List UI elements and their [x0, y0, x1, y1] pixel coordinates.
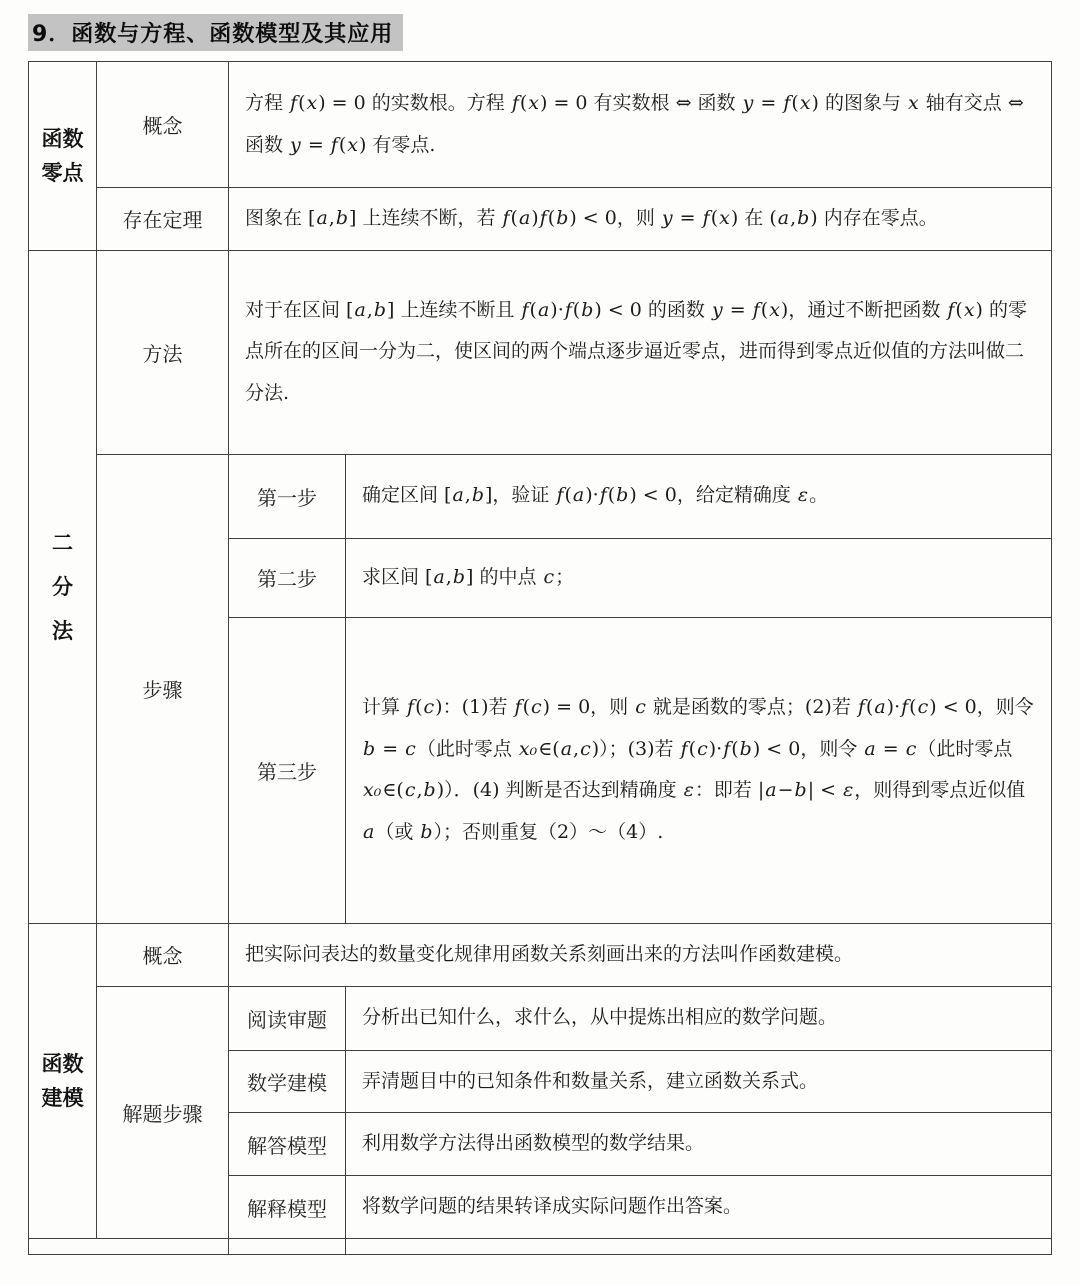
section-label-text: 函数零点 — [41, 126, 84, 185]
cell-solve-model-text: 利用数学方法得出函数模型的数学结果。 — [346, 1113, 1052, 1176]
row-label-modeling-concept: 概念 — [97, 923, 229, 986]
row-zeros-concept — [29, 62, 1052, 188]
row-modeling-read — [29, 986, 1052, 1050]
row-label-zeros-concept: 概念 — [97, 62, 229, 188]
cutoff-cell — [29, 1238, 229, 1254]
summary-table — [28, 61, 1052, 1255]
cutoff-cell — [229, 1238, 346, 1254]
row-label-steps: 步骤 — [97, 454, 229, 923]
cell-step2-text: 求区间 [a,b] 的中点 c； — [346, 538, 1052, 617]
row-label-solve-model: 解答模型 — [229, 1113, 346, 1176]
cell-zeros-theorem-text: 图象在 [a,b] 上连续不断，若 f(a)f(b) < 0，则 y = f(x) 在 (a,b) 内存在零点。 — [229, 188, 1052, 251]
row-label-method: 方法 — [97, 250, 229, 454]
cutoff-cell — [346, 1238, 1052, 1254]
cell-step3-text: 计算 f(c)：(1)若 f(c) = 0，则 c 就是函数的零点；(2)若 f(a)·f(c) < 0，则令 b = c（此时零点 x₀∈(a,c)）；(3)若 f(c)·f(b) < 0，则令 a = c（此时零点 x₀∈(c,b)）．(4) 判断是否达到精确度 ε：即若 |a−b| < ε，则得到零点近似值 a（或 b）；否则重复（2）～（4）. — [346, 617, 1052, 923]
row-label-math-modeling: 数学建模 — [229, 1050, 346, 1113]
row-label-existence-theorem: 存在定理 — [97, 188, 229, 251]
cell-step1-text: 确定区间 [a,b]，验证 f(a)·f(b) < 0，给定精确度 ε。 — [346, 454, 1052, 538]
row-label-step2: 第二步 — [229, 538, 346, 617]
cell-interpret-model-text: 将数学问题的结果转译成实际问题作出答案。 — [346, 1176, 1052, 1239]
section-label-function-modeling — [29, 923, 97, 1238]
section-label-bisection — [29, 250, 97, 923]
section-label-function-zeros — [29, 62, 97, 251]
cell-bisection-method-text: 对于在区间 [a,b] 上连续不断且 f(a)·f(b) < 0 的函数 y = f(x)，通过不断把函数 f(x) 的零点所在的区间一分为二，使区间的两个端点逐步逼近零点，进而得到零点近似值的方法叫做二分法. — [229, 250, 1052, 454]
row-bisection-step1 — [29, 454, 1052, 538]
cutoff-row — [29, 1238, 1052, 1254]
row-label-step1: 第一步 — [229, 454, 346, 538]
section-label-text: 函数建模 — [41, 1051, 84, 1110]
cell-read-question-text: 分析出已知什么，求什么，从中提炼出相应的数学问题。 — [346, 986, 1052, 1050]
page-title: 9．函数与方程、函数模型及其应用 — [28, 14, 403, 51]
row-label-interpret-model: 解释模型 — [229, 1176, 346, 1239]
cell-math-modeling-text: 弄清题目中的已知条件和数量关系，建立函数关系式。 — [346, 1050, 1052, 1113]
row-label-read-question: 阅读审题 — [229, 986, 346, 1050]
cell-zeros-concept-text: 方程 f(x) = 0 的实数根。方程 f(x) = 0 有实数根 ⇔ 函数 y = f(x) 的图象与 x 轴有交点 ⇔ 函数 y = f(x) 有零点. — [229, 62, 1052, 188]
cell-modeling-concept-text: 把实际问表达的数量变化规律用函数关系刻画出来的方法叫作函数建模。 — [229, 923, 1052, 986]
row-zeros-theorem — [29, 188, 1052, 251]
section-label-text: 二分法 — [51, 529, 73, 643]
row-label-step3: 第三步 — [229, 617, 346, 923]
row-bisection-method — [29, 250, 1052, 454]
row-label-solving-steps: 解题步骤 — [97, 986, 229, 1238]
row-modeling-concept — [29, 923, 1052, 986]
